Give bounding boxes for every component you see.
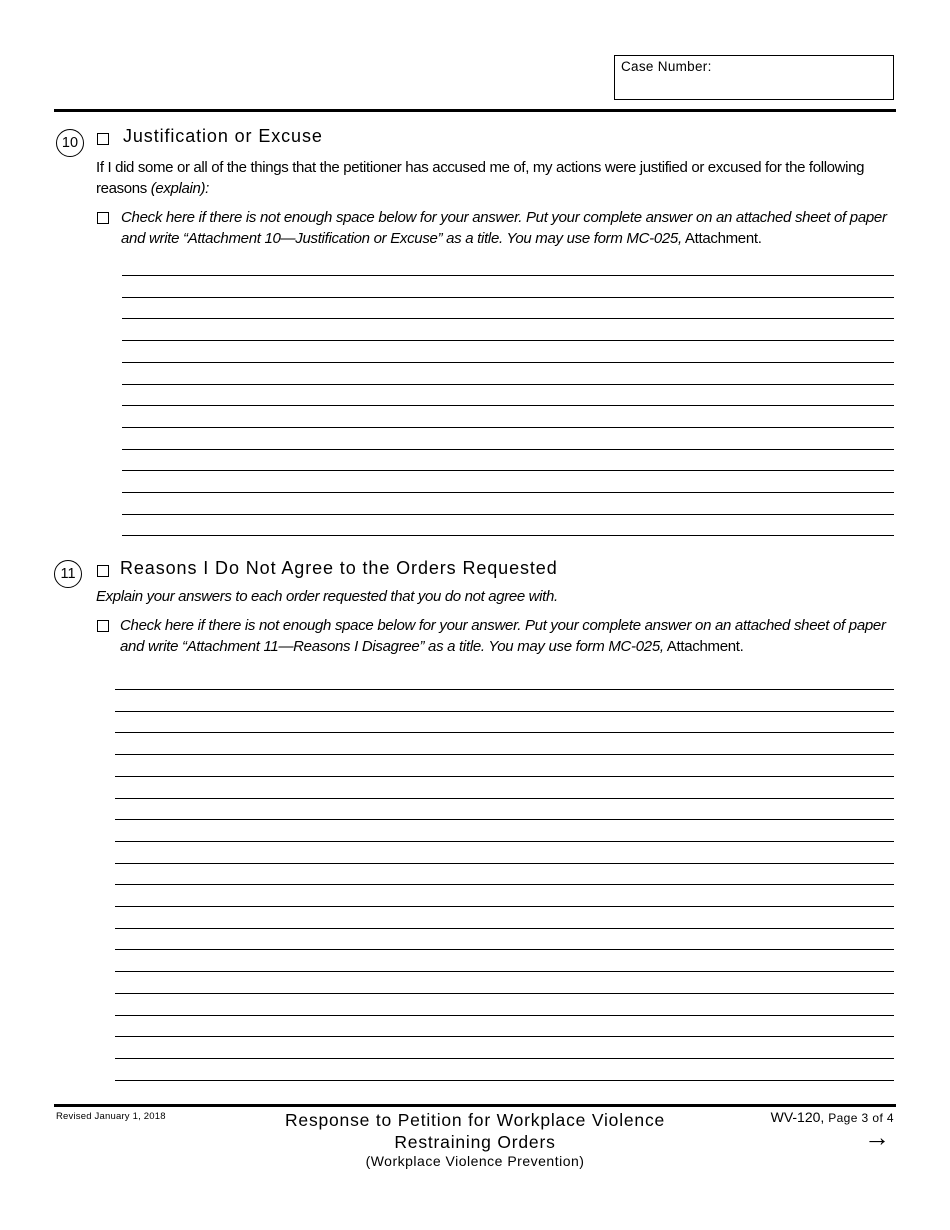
answer-line: [122, 384, 894, 385]
case-number-label: Case Number:: [621, 59, 712, 74]
answer-line: [122, 318, 894, 319]
section-11-attachment-note-text: Check here if there is not enough space below for your answer. Put your complete answer on an attached sheet of paper and write “Attachment 11—Reasons I Disagree” as a title. You may use form MC-025,: [120, 617, 886, 655]
answer-line: [115, 1080, 894, 1081]
answer-line: [115, 1036, 894, 1037]
section-10-number: 10: [56, 129, 84, 157]
case-number-field[interactable]: [614, 55, 894, 100]
answer-line: [115, 711, 894, 712]
header-rule: [54, 109, 896, 112]
section-11-attachment-note: [120, 615, 896, 657]
footer-title-block: [250, 1109, 700, 1169]
answer-line: [115, 732, 894, 733]
answer-line: [122, 427, 894, 428]
answer-line: [115, 906, 894, 907]
section-11-instruction: Explain your answers to each order requested that you do not agree with.: [96, 588, 558, 605]
answer-line: [115, 971, 894, 972]
section-11-checkbox[interactable]: [97, 565, 109, 577]
footer-title-line2: Restraining Orders: [394, 1132, 556, 1152]
answer-line: [122, 470, 894, 471]
answer-line: [115, 884, 894, 885]
next-page-arrow-icon[interactable]: →: [864, 1122, 890, 1152]
section-11-title: Reasons I Do Not Agree to the Orders Requested: [120, 558, 558, 578]
footer-title-line1: Response to Petition for Workplace Violence: [284, 1110, 666, 1130]
section-11-attachment-note-suffix: Attachment.: [666, 638, 744, 655]
answer-line: [122, 535, 894, 536]
answer-line: [115, 776, 894, 777]
answer-line: [115, 1015, 894, 1016]
section-10-description-explain: (explain):: [150, 180, 209, 197]
answer-line: [115, 841, 894, 842]
answer-line: [115, 949, 894, 950]
answer-line: [115, 1058, 894, 1059]
form-number: WV-120,: [770, 1109, 825, 1125]
answer-line: [115, 928, 894, 929]
answer-line: [122, 405, 894, 406]
answer-line: [122, 297, 894, 298]
answer-line: [122, 275, 894, 276]
section-10-attachment-note-suffix: Attachment.: [684, 230, 762, 247]
answer-line: [122, 449, 894, 450]
section-10-description-text: If I did some or all of the things that the petitioner has accused me of, my actions were justified or excused for the following reasons: [96, 159, 865, 197]
answer-line: [122, 492, 894, 493]
section-10-attachment-note: [121, 207, 896, 249]
answer-line: [115, 863, 894, 864]
footer-subtitle: (Workplace Violence Prevention): [365, 1153, 585, 1169]
section-10-description: [96, 157, 896, 199]
answer-line: [115, 689, 894, 690]
answer-line: [122, 514, 894, 515]
answer-line: [115, 798, 894, 799]
answer-line: [115, 819, 894, 820]
page-number: Page 3 of 4: [828, 1111, 894, 1125]
section-10-title: Justification or Excuse: [123, 126, 323, 146]
section-10-attachment-note-text: Check here if there is not enough space below for your answer. Put your complete answer on an attached sheet of paper and write “Attachment 10—Justification or Excuse” as a title. You may use form MC-025,: [121, 209, 887, 247]
section-11-answer-area[interactable]: [115, 689, 894, 1084]
section-11-attachment-checkbox[interactable]: [97, 620, 109, 632]
section-10-attachment-checkbox[interactable]: [97, 212, 109, 224]
section-11-number: 11: [54, 560, 82, 588]
revised-date: Revised January 1, 2018: [56, 1111, 166, 1122]
answer-line: [115, 993, 894, 994]
footer-rule: [54, 1104, 896, 1107]
section-10-checkbox[interactable]: [97, 133, 109, 145]
answer-line: [122, 340, 894, 341]
section-10-answer-area[interactable]: [122, 275, 894, 540]
answer-line: [115, 754, 894, 755]
answer-line: [122, 362, 894, 363]
